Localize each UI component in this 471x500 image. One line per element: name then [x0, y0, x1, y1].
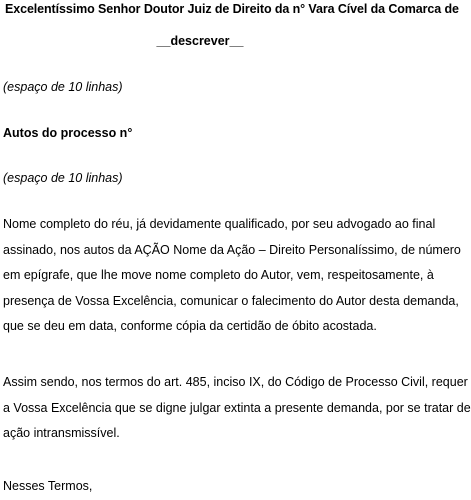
court-address-heading: Excelentíssimo Senhor Doutor Juiz de Direito da n° Vara Cível da Comarca de [5, 2, 459, 16]
paragraph-request [3, 375, 471, 452]
paragraph-line: que se deu em data, conforme cópia da certidão de óbito acostada. [3, 319, 377, 333]
paragraph-line: em epígrafe, que lhe move nome completo do Autor, vem, respeitosamente, à [3, 268, 434, 282]
paragraph-line: Nome completo do réu, já devidamente qualificado, por seu advogado ao final [3, 217, 436, 231]
paragraph-line: a Vossa Excelência que se digne julgar extinta a presente demanda, por se tratar de [3, 400, 471, 415]
case-number-label: Autos do processo n° [3, 126, 133, 140]
spacing-note-1: (espaço de 10 linhas) [3, 80, 123, 94]
paragraph-line: presença de Vossa Excelência, comunicar o falecimento do Autor desta demanda, [3, 293, 459, 308]
paragraph-line: Assim sendo, nos termos do art. 485, inciso IX, do Código de Processo Civil, requer [3, 375, 468, 389]
description-placeholder: __descrever__ [156, 34, 244, 48]
closing-text: Nesses Termos, [3, 479, 93, 493]
spacing-note-2: (espaço de 10 linhas) [3, 171, 123, 185]
paragraph-death-notice [3, 217, 461, 345]
paragraph-line: ação intransmissível. [3, 426, 120, 440]
paragraph-line: assinado, nos autos da AÇÃO Nome da Ação – Direito Personalíssimo, de número [3, 242, 461, 257]
